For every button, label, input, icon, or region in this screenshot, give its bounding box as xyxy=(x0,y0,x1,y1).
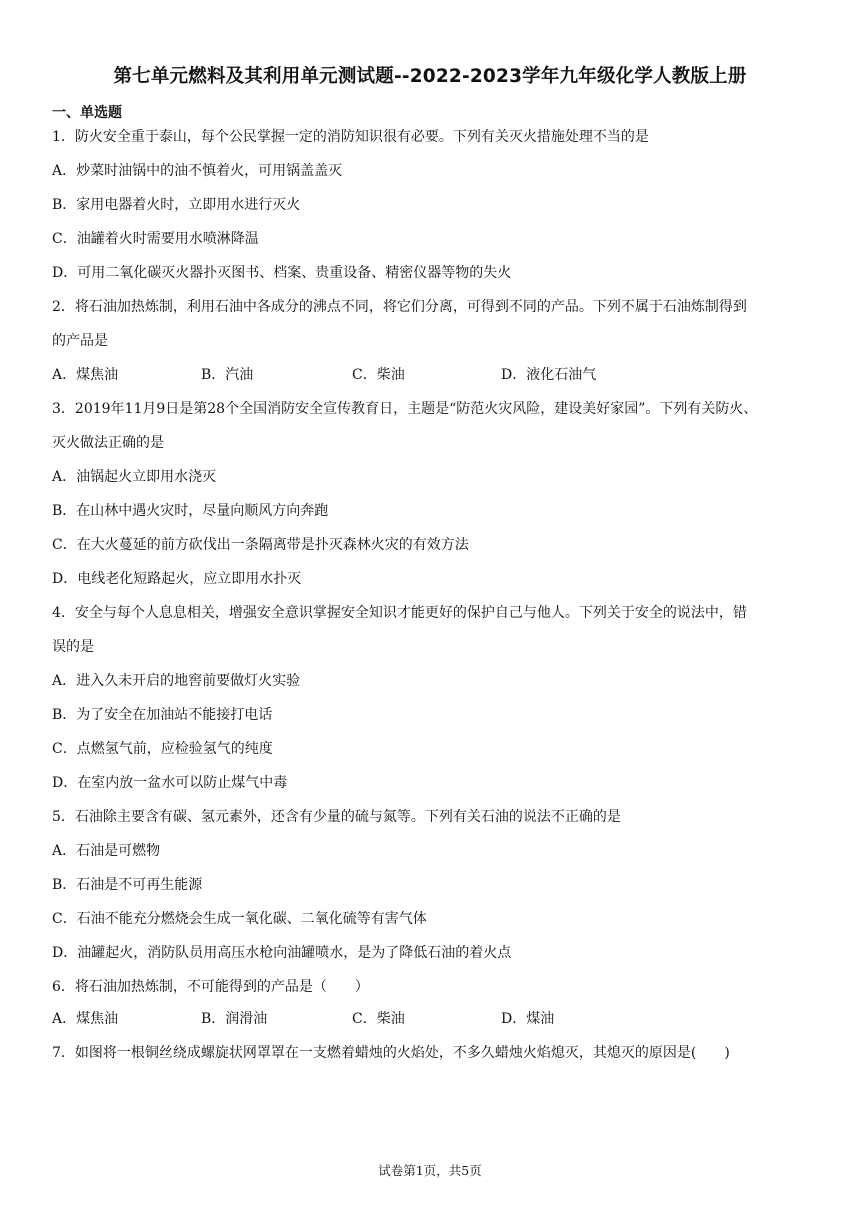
question-1-option-b: B．家用电器着火时，立即用水进行灭火 xyxy=(52,197,301,213)
question-4-stem-line2: 误的是 xyxy=(52,639,94,655)
question-3-option-d: D．电线老化短路起火，应立即用水扑灭 xyxy=(52,571,302,587)
question-2-option-c: C．柴油 xyxy=(352,367,405,383)
question-2-stem-line1: 2．将石油加热炼制，利用石油中各成分的沸点不同，将它们分离，可得到不同的产品。下列不属于石油炼制得到 xyxy=(52,299,747,315)
question-2-option-a: A．煤焦油 xyxy=(52,367,119,383)
question-6-option-c: C．柴油 xyxy=(352,1011,405,1027)
question-4-option-a: A．进入久未开启的地窖前要做灯火实验 xyxy=(52,673,301,689)
question-2-stem-line2: 的产品是 xyxy=(52,333,108,349)
question-4-option-b: B．为了安全在加油站不能接打电话 xyxy=(52,707,273,723)
section-heading: 一、单选题 xyxy=(52,105,122,121)
question-6-stem: 6．将石油加热炼制，不可能得到的产品是（ ） xyxy=(52,979,369,995)
question-3-option-b: B．在山林中遇火灾时，尽量向顺风方向奔跑 xyxy=(52,503,329,519)
question-3-option-a: A．油锅起火立即用水浇灭 xyxy=(52,469,217,485)
question-3-stem-line2: 灭火做法正确的是 xyxy=(52,435,164,451)
question-6-option-b: B．润滑油 xyxy=(201,1011,268,1027)
question-5-option-b: B．石油是不可再生能源 xyxy=(52,877,203,893)
question-1-option-c: C．油罐着火时需要用水喷淋降温 xyxy=(52,231,259,247)
question-5-option-c: C．石油不能充分燃烧会生成一氧化碳、二氧化硫等有害气体 xyxy=(52,911,427,927)
question-4-option-d: D．在室内放一盆水可以防止煤气中毒 xyxy=(52,775,288,791)
question-6-option-d: D．煤油 xyxy=(501,1011,555,1027)
question-5-option-a: A．石油是可燃物 xyxy=(52,843,161,859)
page-title: 第七单元燃料及其利用单元测试题--2022-2023学年九年级化学人教版上册 xyxy=(113,66,747,87)
question-1-stem: 1．防火安全重于泰山，每个公民掌握一定的消防知识很有必要。下列有关灭火措施处理不当的是 xyxy=(52,129,649,145)
page-footer: 试卷第1页，共5页 xyxy=(378,1163,482,1178)
question-3-stem-line1: 3．2019年11月9日是第28个全国消防安全宣传教育日，主题是“防范火灾风险，建设美好家园”。下列有关防火、 xyxy=(52,401,758,417)
question-7-stem: 7．如图将一根铜丝绕成螺旋状网罩罩在一支燃着蜡烛的火焰处，不多久蜡烛火焰熄灭，其熄灭的原因是( ) xyxy=(52,1045,730,1061)
question-2-option-d: D．液化石油气 xyxy=(501,367,597,383)
question-4-option-c: C．点燃氢气前，应检验氢气的纯度 xyxy=(52,741,273,757)
question-1-option-d: D．可用二氧化碳灭火器扑灭图书、档案、贵重设备、精密仪器等物的失火 xyxy=(52,265,512,281)
question-1-option-a: A．炒菜时油锅中的油不慎着火，可用锅盖盖灭 xyxy=(52,163,343,179)
question-5-stem: 5．石油除主要含有碳、氢元素外，还含有少量的硫与氮等。下列有关石油的说法不正确的是 xyxy=(52,809,621,825)
question-6-option-a: A．煤焦油 xyxy=(52,1011,119,1027)
question-4-stem-line1: 4．安全与每个人息息相关，增强安全意识掌握安全知识才能更好的保护自己与他人。下列关于安全的说法中，错 xyxy=(52,605,747,621)
question-3-option-c: C．在大火蔓延的前方砍伐出一条隔离带是扑灭森林火灾的有效方法 xyxy=(52,537,469,553)
question-2-option-b: B．汽油 xyxy=(201,367,254,383)
question-5-option-d: D．油罐起火，消防队员用高压水枪向油罐喷水，是为了降低石油的着火点 xyxy=(52,945,512,961)
